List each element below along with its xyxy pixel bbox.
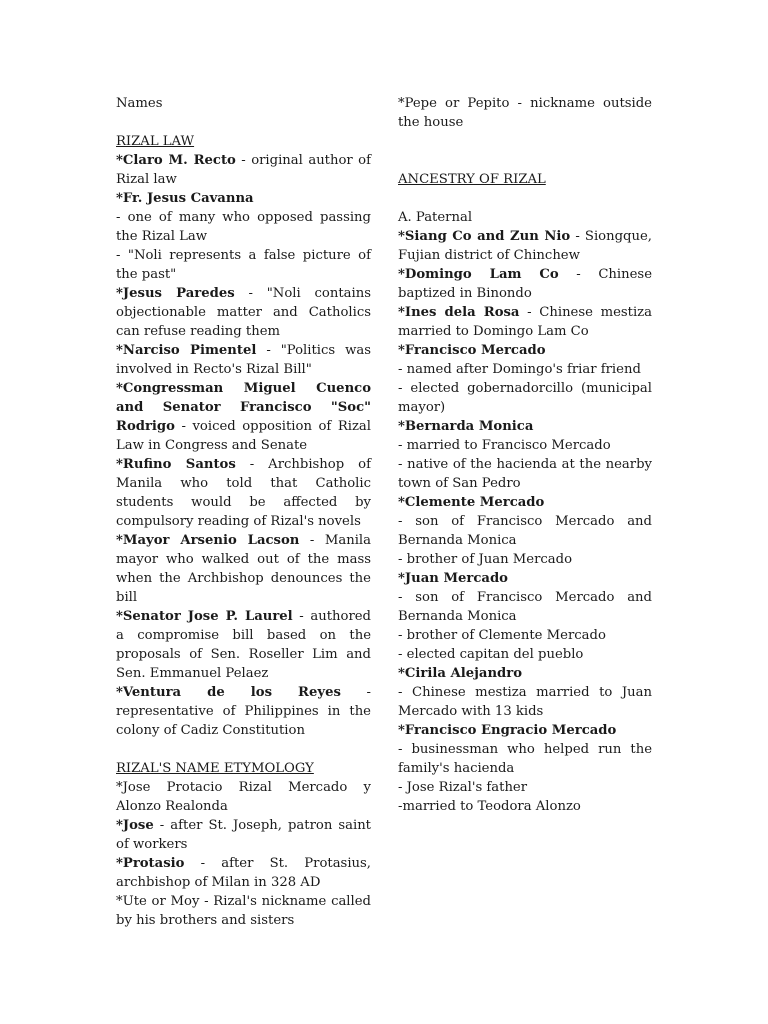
names-label: Names <box>116 96 163 111</box>
entry <box>116 778 371 816</box>
entry-name: *Rufino Santos <box>116 457 236 472</box>
entry-text: - "Noli contains objectionable matter and Catholics can refuse reading them <box>116 286 371 339</box>
entry <box>116 455 371 531</box>
entry <box>116 341 371 379</box>
entry <box>398 797 652 816</box>
rizal-law-entries <box>116 151 371 740</box>
ancestry-entries <box>398 227 652 816</box>
ancestry-heading: ANCESTRY OF RIZAL <box>398 172 546 187</box>
entry-text: - named after Domingo's friar friend <box>398 362 641 377</box>
entry <box>398 740 652 778</box>
entry-text: - elected gobernadorcillo (municipal mayor) <box>398 381 652 415</box>
entry-name: *Senator Jose P. Laurel <box>116 609 293 624</box>
entry-name: *Francisco Engracio Mercado <box>398 723 617 738</box>
entry <box>398 379 652 417</box>
entry-text: - one of many who opposed passing the Rizal Law <box>116 210 371 244</box>
entry <box>116 854 371 892</box>
entry <box>398 550 652 569</box>
entry-text: - Jose Rizal's father <box>398 780 528 795</box>
entry-name: *Juan Mercado <box>398 571 508 586</box>
entry-name: *Ines dela Rosa <box>398 305 520 320</box>
entry-text: - after St. Joseph, patron saint of workers <box>116 818 371 852</box>
entry-text: - son of Francisco Mercado and Bernanda Monica <box>398 590 652 624</box>
entry-name: *Ventura de los Reyes <box>116 685 341 700</box>
entry <box>116 208 371 246</box>
entry-text: *Ute or Moy - Rizal's nickname called by his brothers and sisters <box>116 894 371 928</box>
entry-name: *Protasio <box>116 856 185 871</box>
left-column <box>116 94 371 930</box>
entry <box>398 683 652 721</box>
entry <box>398 721 652 740</box>
entry <box>116 816 371 854</box>
entry-name: *Jesus Paredes <box>116 286 235 301</box>
entry-text: - after St. Protasius, archbishop of Milan in 328 AD <box>116 856 371 890</box>
entry-text: - representative of Philippines in the colony of Cadiz Constitution <box>116 685 371 738</box>
entry <box>116 531 371 607</box>
entry-name: *Jose <box>116 818 154 833</box>
entry <box>398 265 652 303</box>
entry <box>398 227 652 265</box>
entry <box>398 645 652 664</box>
entry <box>116 246 371 284</box>
entry-text: - authored a compromise bill based on the proposals of Sen. Roseller Lim and Sen. Emmanuel Pelaez <box>116 609 371 681</box>
entry-name: *Cirila Alejandro <box>398 666 523 681</box>
entry <box>116 683 371 740</box>
entry-name: *Mayor Arsenio Lacson <box>116 533 300 548</box>
entry <box>398 436 652 455</box>
etymology-heading: RIZAL'S NAME ETYMOLOGY <box>116 761 314 776</box>
entry <box>398 417 652 436</box>
entry-text: - original author of Rizal law <box>116 153 371 187</box>
pepe-entry: *Pepe or Pepito - nickname outside the house <box>398 96 652 130</box>
entry-name: *Fr. Jesus Cavanna <box>116 191 254 206</box>
entry-text: - married to Francisco Mercado <box>398 438 611 453</box>
entry-text: - Chinese mestiza married to Juan Mercado with 13 kids <box>398 685 652 719</box>
entry-text: - son of Francisco Mercado and Bernanda Monica <box>398 514 652 548</box>
entry-text: - Siongque, Fujian district of Chinchew <box>398 229 652 263</box>
entry-name: *Congressman Miguel Cuenco and Senator Francisco "Soc" Rodrigo <box>116 381 371 434</box>
entry <box>116 379 371 455</box>
entry <box>116 284 371 341</box>
entry <box>398 455 652 493</box>
entry <box>116 151 371 189</box>
entry-text: - elected capitan del pueblo <box>398 647 584 662</box>
entry <box>398 664 652 683</box>
entry <box>398 303 652 341</box>
entry <box>398 588 652 626</box>
entry-text: - native of the hacienda at the nearby town of San Pedro <box>398 457 652 491</box>
rizal-law-heading: RIZAL LAW <box>116 134 195 149</box>
entry <box>116 189 371 208</box>
entry <box>398 512 652 550</box>
entry-name: *Francisco Mercado <box>398 343 546 358</box>
entry-text: - Chinese baptized in Binondo <box>398 267 652 301</box>
entry-text: - Archbishop of Manila who told that Catholic students would be affected by compulsory reading of Rizal's novels <box>116 457 371 529</box>
etymology-entries <box>116 778 371 930</box>
entry-text: -married to Teodora Alonzo <box>398 799 581 814</box>
entry-text: - "Politics was involved in Recto's Rizal Bill" <box>116 343 371 377</box>
entry-text: - voiced opposition of Rizal Law in Congress and Senate <box>116 419 371 453</box>
entry <box>398 778 652 797</box>
entry-text: - businessman who helped run the family's hacienda <box>398 742 652 776</box>
entry-text: - "Noli represents a false picture of the past" <box>116 248 371 282</box>
entry-text: - Chinese mestiza married to Domingo Lam Co <box>398 305 652 339</box>
entry-text: *Jose Protacio Rizal Mercado y Alonzo Realonda <box>116 780 371 814</box>
entry-text: - brother of Clemente Mercado <box>398 628 606 643</box>
entry-name: *Domingo Lam Co <box>398 267 559 282</box>
entry <box>398 360 652 379</box>
entry-name: *Siang Co and Zun Nio <box>398 229 571 244</box>
paternal-label: A. Paternal <box>398 210 473 225</box>
entry <box>398 626 652 645</box>
entry <box>116 607 371 683</box>
entry-text: - brother of Juan Mercado <box>398 552 573 567</box>
entry-name: *Narciso Pimentel <box>116 343 257 358</box>
entry-text: - Manila mayor who walked out of the mass when the Archbishop denounces the bill <box>116 533 372 605</box>
entry <box>116 892 371 930</box>
entry-name: *Bernarda Monica <box>398 419 534 434</box>
entry-name: *Claro M. Recto <box>116 153 236 168</box>
entry-name: *Clemente Mercado <box>398 495 545 510</box>
right-column <box>398 94 652 816</box>
entry <box>398 341 652 360</box>
entry <box>398 493 652 512</box>
entry <box>398 569 652 588</box>
